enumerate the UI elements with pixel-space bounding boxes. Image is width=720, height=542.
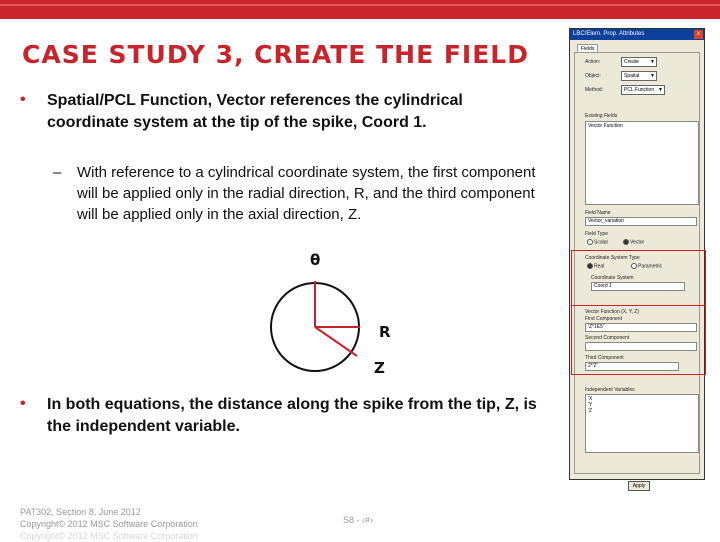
action-label: Action: [585,59,601,65]
coord-system-input[interactable]: Coord 1 [591,282,685,291]
highlight-vector-function [571,305,706,375]
page-number: S8 - ‹#› [343,515,374,525]
radio-circle [587,239,593,245]
top-banner [0,0,720,19]
coord-type-label: Coordinate System Type [585,255,640,261]
method-label: Method: [585,87,604,93]
second-component-label: Second Component [585,335,630,341]
r-label: R [379,323,391,341]
slide-title: CASE STUDY 3, CREATE THE FIELD [22,40,529,69]
existing-fields-label: Existing Fields [585,113,618,119]
tab-fields[interactable]: Fields [577,44,598,53]
list-item[interactable]: 'Z [588,408,593,414]
third-component-input[interactable]: 2*'Z' [585,362,679,371]
bullet-2 [20,394,557,438]
first-component-label: First Component [585,316,622,322]
field-name-input[interactable]: Vector_variation [585,217,697,226]
existing-field-item[interactable]: Vector Function [588,123,623,129]
third-component-label: Third Component [585,355,624,361]
field-name-label: Field Name [585,210,611,216]
footer-course: PAT302, Section 8, June 2012 [20,507,141,517]
footer-copyright: Copyright© 2012 MSC Software Corporation [20,519,198,529]
bullet-dot: • [20,395,26,412]
cylindrical-coordinate-diagram [260,245,410,385]
radio-circle [623,239,629,245]
bullet-2-text: In both equations, the distance along the spike from the tip, Z, is the independent variable. [47,396,537,435]
vector-radio-label: Vector [630,239,645,246]
sub-bullet-text: With reference to a cylindrical coordinate system, the first component will be applied only in the radial direction, R, and the third component will be applied only in the axial direction, Z. [77,164,536,223]
apply-button[interactable]: Apply [628,481,650,491]
bullet-1-text: Spatial/PCL Function, Vector references the cylindrical coordinate system at the tip of the spike, Coord 1. [47,92,463,131]
action-select[interactable] [621,57,657,67]
highlight-coordinate-system [571,250,706,306]
chevron-down-icon: ▼ [658,87,663,93]
dialog-title: LBC/Elem. Prop. Attributes [570,29,704,40]
bullet-1 [20,90,547,134]
list-item[interactable]: 'X [588,396,593,402]
object-label: Object: [585,73,601,79]
action-value: Create [624,59,640,65]
footer-copyright-shadow: Copyright© 2012 MSC Software Corporation [20,531,198,541]
vector-radio[interactable] [623,239,644,245]
vector-function-label: Vector Function (X, Y, Z) [585,309,640,315]
bullet-dot: • [20,91,26,108]
footer [20,506,198,542]
sub-bullet [53,162,547,225]
chevron-down-icon: ▼ [650,73,655,79]
first-component-input[interactable]: 'Z*1E5' [585,323,697,332]
list-item[interactable]: 'Y [588,402,593,408]
independent-vars-label: Independent Variables [585,387,635,393]
chevron-down-icon: ▼ [650,59,655,65]
scalar-radio-label: Scalar [594,239,609,246]
coord-system-label: Coordinate System [591,275,634,281]
field-type-label: Field Type [585,231,608,237]
banner-sheen [0,4,720,6]
real-radio-label: Real [594,263,605,270]
independent-vars-list[interactable] [585,394,699,453]
method-value: PCL Function [624,87,655,93]
existing-fields-list[interactable] [585,121,699,205]
scalar-radio[interactable] [587,239,608,245]
sub-bullet-dash: – [53,164,62,181]
z-axis [315,327,357,356]
z-label: Z [374,359,385,377]
close-icon[interactable]: x [694,30,703,39]
method-select[interactable] [621,85,665,95]
theta-label: θ [310,251,321,269]
object-value: Spatial [624,73,640,79]
parametric-radio-label: Parametric [638,263,663,270]
object-select[interactable] [621,71,657,81]
